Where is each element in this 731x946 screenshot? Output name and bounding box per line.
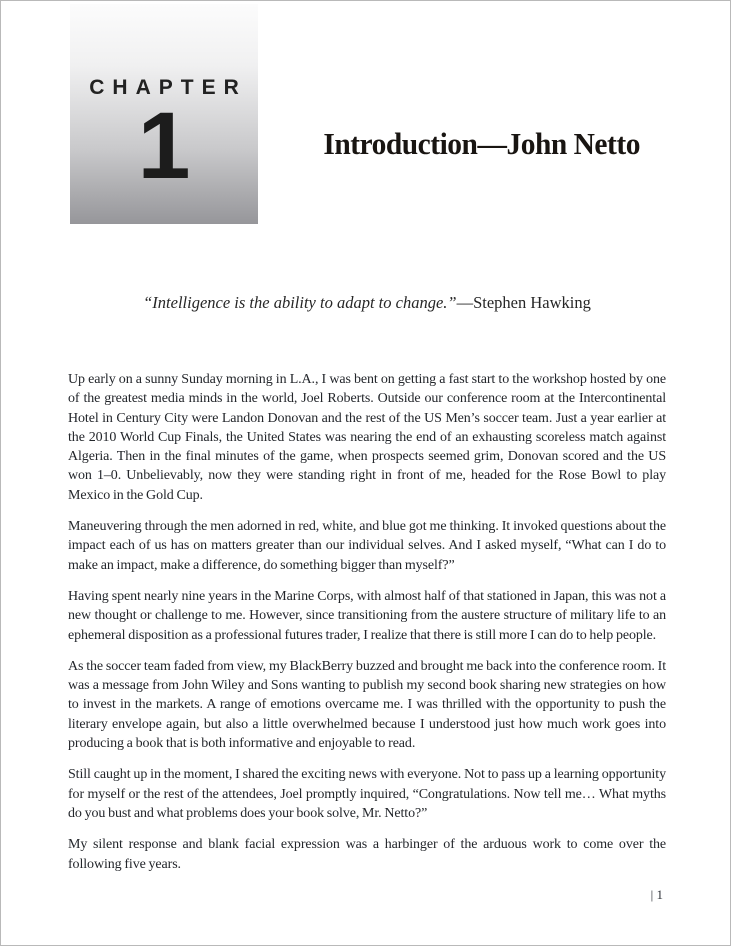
chapter-title (261, 126, 703, 162)
epigraph (68, 293, 666, 313)
body-paragraph: Having spent nearly nine years in the Marine Corps, with almost half of that stationed in Japan, this was not a new thought or challenge to me. However, since transitioning from the austere structure of military life to an ephemeral disposition as a professional futures trader, I realize that there is still more I can do to help people. (68, 588, 666, 643)
body-paragraph: Still caught up in the moment, I shared the exciting news with everyone. Not to pass up a learning opportunity for myself or the rest of the attendees, Joel promptly inquired, “Congratulations. Now tell me… What myths do you bust and what problems does your book solve, Mr. Netto?” (68, 767, 666, 821)
chapter-label: CHAPTER (89, 76, 247, 99)
body-paragraph: My silent response and blank facial expression was a harbinger of the arduous work to come over the following five years. (68, 837, 666, 872)
page-number: | 1 (650, 887, 663, 902)
chapter-title-text: Introduction—John Netto (323, 126, 641, 161)
epigraph-attribution: —Stephen Hawking (456, 293, 591, 312)
chapter-banner (70, 4, 258, 224)
body-text-column (68, 370, 666, 886)
body-paragraph: As the soccer team faded from view, my BlackBerry buzzed and brought me back into the conference room. It was a message from John Wiley and Sons wanting to publish my second book sharing new strategies on how to invest in the markets. A range of emotions overcame me. I was thrilled with the opportunity to push the literary envelope again, but also a little overwhelmed because I understood just how much work goes into producing a book that is both informative and enjoyable to read. (68, 658, 666, 752)
epigraph-quote-text: “Intelligence is the ability to adapt to change.” (143, 293, 457, 312)
chapter-number: 1 (137, 93, 191, 199)
body-paragraph: Maneuvering through the men adorned in red, white, and blue got me thinking. It invoked questions about the impact each of us has on matters greater than our individual selves. And I asked myself, “What can I do to make an impact, make a difference, do something bigger than myself?” (68, 519, 666, 573)
body-paragraph: Up early on a sunny Sunday morning in L.A., I was bent on getting a fast start to the workshop hosted by one of the greatest media minds in the world, Joel Roberts. Outside our conference room at the Intercontinental Hotel in Century City were Landon Donovan and the rest of the US Men’s soccer team. Just a year earlier at the 2010 World Cup Finals, the United States was nearing the end of an exhausting scoreless match against Algeria. Then in the final minutes of the game, when prospects seemed grim, Donovan scored and the US won 1–0. Unbelievably, now they were standing right in front of me, headed for the Rose Bowl to play Mexico in the Gold Cup. (68, 372, 666, 503)
